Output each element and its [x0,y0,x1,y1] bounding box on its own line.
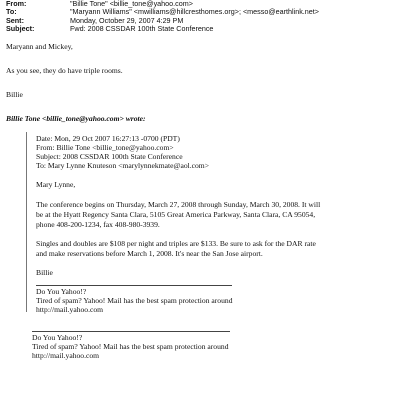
quoted-para2-line2: and make reservations before March 1, 2008. It's near the San Jose airport. [36,249,263,258]
quoted-para1-line1: The conference begins on Thursday, March 27, 2008 through Sunday, March 30, 2008. It will [36,200,321,209]
to-label: To: [6,7,17,17]
to-value: "Maryann Williams" <mwilliams@hillcresthomes.org>; <messo@earthlink.net> [70,7,319,17]
reply-body: As you see, they do have triple rooms. [6,66,123,75]
quoted-footer-line2: Tired of spam? Yahoo! Mail has the best spam protection around [36,296,233,305]
quoted-from: From: Billie Tone <billie_tone@yahoo.com> [36,143,174,152]
reply-greeting: Maryann and Mickey, [6,42,73,51]
quoted-footer-line3: http://mail.yahoo.com [36,305,104,314]
quoted-para2-line1: Singles and doubles are $108 per night and triples are $133. Be sure to ask for the DAR rate [36,239,316,248]
reply-signature: Billie [6,90,23,99]
sent-value: Monday, October 29, 2007 4:29 PM [70,15,184,25]
quoted-signature: Billie [36,268,53,277]
sent-label: Sent: [6,15,24,25]
footer-line2: Tired of spam? Yahoo! Mail has the best spam protection around [32,342,229,351]
subject-row [6,25,319,33]
quote-intro: Billie Tone <billie_tone@yahoo.com> wrote: [6,114,146,123]
email-header [6,0,319,34]
quoted-message [26,132,397,312]
quoted-date: Date: Mon, 29 Oct 2007 16:27:13 -0700 (PDT) [36,134,180,143]
quoted-para1-line2: be at the Hyatt Regency Santa Clara, 5105 Great America Parkway, Santa Clara, CA 95054, [36,210,316,219]
footer-divider [32,331,230,332]
quoted-salutation: Mary Lynne, [36,180,76,189]
quoted-divider [36,285,232,286]
quoted-to: To: Mary Lynne Knuteson <marylynnekmate@aol.com> [36,161,209,170]
footer-line3: http://mail.yahoo.com [32,351,100,360]
subject-value: Fwd: 2008 CSSDAR 100th State Conference [70,24,214,34]
subject-label: Subject: [6,24,35,34]
footer-line1: Do You Yahoo!? [32,333,83,342]
from-label: From: [6,0,27,8]
quoted-para1-line3: phone 408-200-1234, fax 408-980-3939. [36,220,160,229]
from-value: "Billie Tone" <billie_tone@yahoo.com> [70,0,193,8]
quoted-subject: Subject: 2008 CSSDAR 100th State Conference [36,152,183,161]
quoted-footer-line1: Do You Yahoo!? [36,287,87,296]
